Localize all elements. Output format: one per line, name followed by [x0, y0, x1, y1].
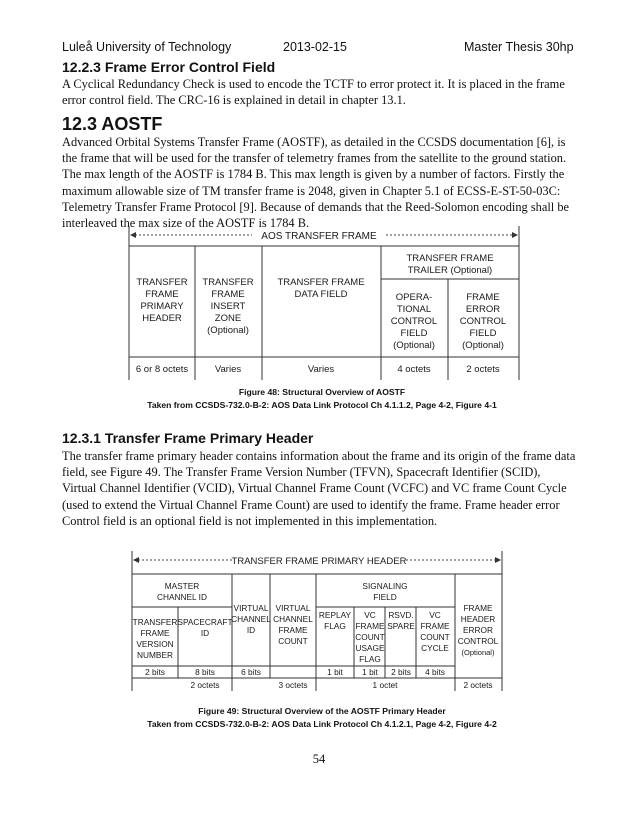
fig48-label: (Optional) — [207, 325, 249, 336]
fig49-octets: 1 octet — [372, 680, 398, 690]
fig49-octets: 2 octets — [463, 680, 493, 690]
fig48-label: TRANSFER FRAME — [406, 253, 494, 264]
fig48-size: 2 octets — [466, 364, 500, 375]
aostf-structure-diagram — [128, 224, 520, 382]
fig49-label: RSVD. — [388, 610, 414, 620]
text-line: the frame that will be used for the transfer of telemetry frames from the satellite to the ground station. — [62, 151, 567, 166]
text-line: The transfer frame primary header contains information about the frame and its origin of the frame data — [62, 449, 576, 463]
fig48-size: 4 octets — [397, 364, 431, 375]
fig49-label: (Optional) — [461, 648, 495, 657]
fig48-label: TRANSFER — [136, 277, 188, 288]
fig49-octets: 2 octets — [190, 680, 220, 690]
fig49-label: FIELD — [373, 592, 397, 602]
text-line: Advanced Orbital Systems Transfer Frame (AOSTF), as detailed in the CCSDS documentation [6], is — [62, 135, 566, 149]
fig49-label: REPLAY — [318, 610, 352, 620]
fig49-label: VC — [429, 610, 441, 620]
caption-line: Figure 48: Structural Overview of AOSTF — [238, 387, 406, 397]
fig48-label: CONTROL — [390, 316, 438, 327]
caption-line: Taken from CCSDS-732.0-B-2: AOS Data Link Protocol Ch 4.1.1.2, Page 4-2, Figure 4-1 — [147, 400, 497, 410]
fig49-label: MASTER — [164, 581, 200, 591]
fig49-label: TRANSFER — [132, 617, 178, 627]
fig49-title: TRANSFER FRAME PRIMARY HEADER — [231, 556, 407, 567]
figure49-caption — [62, 705, 582, 731]
fig49-label: COUNT — [420, 632, 450, 642]
fig48-label: ZONE — [214, 313, 242, 324]
fig49-label: CONTROL — [457, 636, 499, 646]
fig49-label: SPACECRAFT — [177, 617, 233, 627]
fig48-label: TRANSFER FRAME — [277, 277, 365, 288]
fig48-size: Varies — [214, 364, 242, 375]
fig49-label: ID — [200, 628, 210, 638]
fig48-size: 6 or 8 octets — [135, 364, 189, 375]
fig49-label: CHANNEL — [273, 614, 313, 624]
caption-line: Taken from CCSDS-732.0-B-2: AOS Data Link Protocol Ch 4.1.2.1, Page 4-2, Figure 4-2 — [147, 719, 497, 729]
fig49-bits: 4 bits — [425, 667, 445, 677]
fig49-label: FRAME — [278, 625, 308, 635]
fig49-label: VC — [364, 610, 376, 620]
fig48-label: DATA FIELD — [294, 289, 348, 300]
fig48-label: (Optional) — [393, 340, 435, 351]
fig48-label: FRAME — [145, 289, 179, 300]
fig48-label: FIELD — [469, 328, 497, 339]
fig49-label: FLAG — [324, 621, 346, 631]
fig48-label: FRAME — [466, 292, 500, 303]
fig48-size: Varies — [307, 364, 335, 375]
fig48-label: ERROR — [465, 304, 501, 315]
fig49-label: CYCLE — [421, 643, 449, 653]
fig49-label: CHANNEL ID — [157, 592, 207, 602]
fig48-label: HEADER — [142, 313, 182, 324]
fig49-label: COUNT — [355, 632, 385, 642]
header-institution: Luleå University of Technology — [62, 40, 232, 54]
text-line: (used to extend the Virtual Channel Frame Count) are used to identify the frame. Frame header error — [62, 497, 560, 512]
text-line: Telemetry Transfer Frame Protocol [9]. Because of demands that the Reed-Solomon encoding shall be — [62, 199, 570, 214]
fig49-bits: 2 bits — [145, 667, 165, 677]
fig48-label: OPERA- — [395, 292, 433, 303]
fig49-label: ID — [246, 625, 256, 635]
text-line: The max length of the AOSTF is 1784 B. This max length is given by a number of factors. Firstly the — [62, 167, 565, 182]
section-heading-frame-error-control: 12.2.3 Frame Error Control Field — [62, 59, 276, 75]
fig48-title: AOS TRANSFER FRAME — [261, 231, 377, 242]
fig49-bits: 8 bits — [195, 667, 215, 677]
fig49-label: FRAME — [420, 621, 450, 631]
text-line: A Cyclical Redundancy Check is used to encode the TCTF to error protect it. It is placed in the frame — [62, 77, 565, 91]
fig49-label: SPARE — [387, 621, 415, 631]
text-line: interleaved the max size of the AOSTF is 1784 B. — [62, 216, 310, 231]
text-line: Virtual Channel Identifier (VCID), Virtual Channel Frame Count (VCFC) and VC frame Count Cycle — [62, 481, 567, 496]
fig49-bits: 1 bit — [362, 667, 378, 677]
fig48-label: FIELD — [400, 328, 428, 339]
text-line: error control field. The CRC-16 is explained in detail in chapter 13.1. — [62, 93, 406, 108]
paragraph-aostf — [62, 134, 582, 231]
fig48-label: (Optional) — [462, 340, 504, 351]
fig49-label: FRAME — [140, 628, 170, 638]
fig49-label: VIRTUAL — [275, 603, 311, 613]
fig49-octets: 3 octets — [278, 680, 308, 690]
fig49-label: CHANNEL — [231, 614, 271, 624]
fig49-label: ERROR — [463, 625, 493, 635]
paragraph-primary-header — [62, 448, 582, 529]
fig49-label: FLAG — [359, 654, 381, 664]
fig49-bits: 1 bit — [327, 667, 343, 677]
section-heading-primary-header: 12.3.1 Transfer Frame Primary Header — [62, 430, 314, 446]
fig49-label: VIRTUAL — [233, 603, 269, 613]
fig49-label: VERSION — [136, 639, 174, 649]
caption-line: Figure 49: Structural Overview of the AOSTF Primary Header — [198, 706, 446, 716]
fig48-label: FRAME — [211, 289, 245, 300]
fig49-label: HEADER — [460, 614, 496, 624]
primary-header-structure-diagram — [130, 548, 504, 694]
fig49-label: NUMBER — [137, 650, 173, 660]
fig49-bits: 2 bits — [391, 667, 411, 677]
fig49-label: FRAME — [355, 621, 385, 631]
fig49-label: FRAME — [463, 603, 493, 613]
fig49-label: USAGE — [355, 643, 385, 653]
text-line: maximum allowable size of TM transfer frame is 2048, given in Chapter 5.1 of ECSS-E-ST-50-03C: — [62, 183, 561, 198]
fig48-label: TIONAL — [396, 304, 432, 315]
paragraph-frame-error-control — [62, 76, 582, 108]
text-line: field, see Figure 49. The Transfer Frame Version Number (TFVN), Spacecraft Identifier (SCID), — [62, 465, 541, 480]
header-thesis: Master Thesis 30hp — [464, 40, 574, 54]
fig49-label: SIGNALING — [362, 581, 408, 591]
section-heading-aostf: 12.3 AOSTF — [62, 114, 163, 134]
fig48-label: TRANSFER — [202, 277, 254, 288]
text-line: Control field is an optional field is not implemented in this implementation. — [62, 513, 438, 528]
fig49-label: COUNT — [278, 636, 308, 646]
header-date: 2013-02-15 — [283, 40, 347, 54]
fig48-label: CONTROL — [459, 316, 507, 327]
fig48-label: INSERT — [210, 301, 246, 312]
page-number: 54 — [312, 752, 326, 766]
figure48-caption — [62, 386, 582, 412]
fig48-label: TRAILER (Optional) — [407, 265, 493, 276]
fig48-label: PRIMARY — [140, 301, 184, 312]
fig49-bits: 6 bits — [241, 667, 261, 677]
